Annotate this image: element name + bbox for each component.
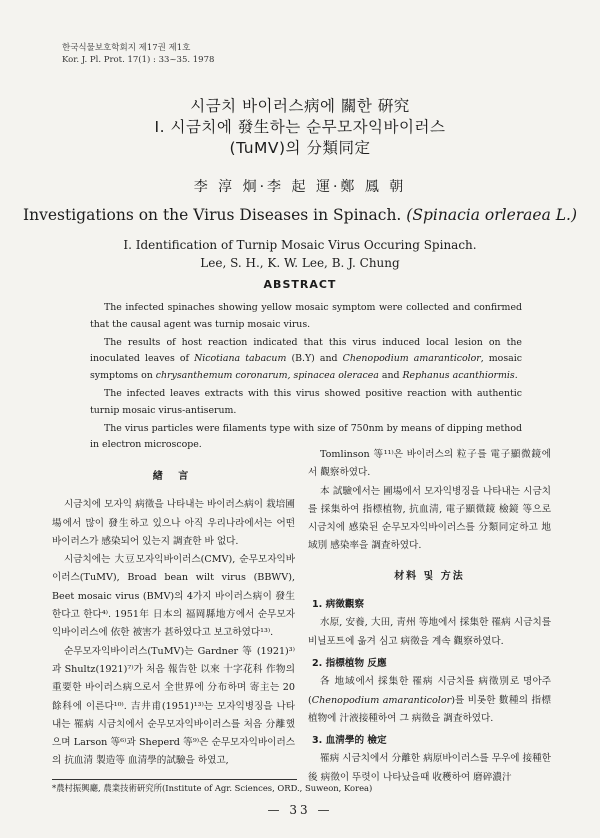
intro-paragraph-3: 순무모자익바이러스(TuMV)는 Gardner 等 (1921)³⁾과 Shultz(1921)⁷⁾가 처음 報告한 以來 十字花科 作物의 重要한 바이러스病으로서 全世界에 分布하며 寄主는 20餘科에 이른다¹⁰⁾. 吉井甫(1951)¹³⁾는 모자익병징을 나타내는 罹病 시금치에서 순무모자익바이러스를 처음 分離했으며 Larson 等⁶⁾과 Sheperd 等⁹⁾은 순무모자익바이러스의 抗血清 製造等 血清學的試驗을 하였고, [52,645,295,767]
english-subtitle: I. Identification of Turnip Mosaic Virus Occuring Spinach. [123,238,477,252]
species-name: Chenopodium amaranticolor [342,353,481,365]
section-3-title: 3. 血淸學的 檢定 [312,735,387,747]
abstract-text: , mosaic symptoms on [90,353,522,382]
title-line-3: (TuMV)의 分類同定 [229,139,371,157]
abstract-body [90,300,522,455]
abstract-text: (B.Y) and [286,353,343,365]
abstract-heading: ABSTRACT [263,278,337,291]
abstract-paragraph-1: The infected spinaches showing yellow mosaic symptom were collected and confirmed that the causal agent was turnip mosaic virus. [90,302,522,330]
english-title [0,206,600,224]
journal-name-korean: 한국식물보호학회지 제17권 제1호 [62,43,191,53]
abstract-paragraph-2 [90,335,522,385]
right-paragraph-2: 本 試驗에서는 圃場에서 모자익병징을 나타내는 시금치를 採集하여 指標植物, 抗血淸, 電子顯微鏡 檢鏡 等으로 시금치에 感染된 순무모자익바이러스를 分類同定하고 地域別 感染率을 調査하였다. [308,485,551,552]
authors-korean: 李 淳 炯·李 起 運·鄭 鳳 朝 [193,179,407,195]
journal-header [62,42,214,66]
section-2-title: 2. 指標植物 反應 [312,657,387,669]
korean-title [0,96,600,159]
abstract-text: and [378,370,403,382]
abstract-text: The results of host reaction indicated that this virus induced local lesion on the inoculated leaves of [90,336,522,365]
abstract-paragraph-4: The virus particles were filaments type with size of 750nm by means of dipping method in electron microscope. [90,422,522,451]
page-number: — 33 — [267,803,333,817]
title-line-2: I. 시금치에 發生하는 순무모자익바이러스 [154,118,446,136]
intro-paragraph-2: 시금치에는 大豆모자익바이러스(CMV), 순무모자익바이러스(TuMV), Broad bean wilt virus (BBWV), Beet mosaic virus (BMV)의 4가지 바이러스病이 發生한다고 한다⁴⁾. 1951年 日本의 福岡縣地方에서 순무모자익바이러스에 依한 被害가 甚하였다고 보고하였다¹³⁾. [52,554,295,639]
footnote-rule [52,779,297,780]
species-name: Nicotiana tabacum [194,353,287,365]
abstract-paragraph-3: The infected leaves extracts with this virus showed positive reaction with authentic turnip mosaic virus-antiserum. [90,387,522,416]
english-title-main: Investigations on the Virus Diseases in Spinach. [22,206,402,224]
affiliation-footnote: *農村振興廳, 農業技術硏究所(Institute of Agr. Sciences, ORD., Suweon, Korea) [52,783,373,793]
introduction-heading: 緖 言 [152,471,195,482]
section-1-title: 1. 病徵觀察 [312,599,365,611]
section-1-text: 水原, 安養, 大田, 靑州 等地에서 採集한 罹病 시금치를 비닐포트에 옮겨 심고 病徵을 계속 觀察하였다. [308,617,551,647]
left-column [52,464,295,771]
species-name: chrysanthemum coronarum, spinacea oleracea [155,370,379,382]
section-2-text-a: 各 地域에서 採集한 罹病 시금치를 病徵別로 명아주( [308,676,551,706]
species-name: Chenopodium amaranticolor [311,694,452,706]
section-2-text [308,673,551,728]
title-line-1: 시금치 바이러스病에 關한 硏究 [190,97,410,115]
english-subtitle-block [0,236,600,272]
right-column [308,446,551,787]
authors-english: Lee, S. H., K. W. Lee, B. J. Chung [200,256,400,270]
section-3-text: 罹病 시금치에서 分離한 病原바이러스를 무우에 接種한後 病徵이 뚜렷이 나타났을때 收穫하여 磨碎濃汁 [308,753,552,783]
methods-heading: 材料 및 方法 [394,570,465,582]
english-title-species: (Spinacia orleraea L.) [406,206,578,224]
abstract-text: . [514,370,518,382]
section-2-text-b: )를 비롯한 數種의 指標植物에 汁液接種하여 그 病徵을 調査하였다. [308,694,551,724]
journal-citation: Kor. J. Pl. Prot. 17(1) : 33~35. 1978 [62,55,215,65]
right-paragraph-1: Tomlinson 等¹¹⁾은 바이러스의 粒子를 電子顯微鏡에서 觀察하였다. [308,449,551,479]
species-name: Rephanus acanthiormis [402,370,515,382]
intro-paragraph-1: 시금치에 모자익 病徵을 나타내는 바이러스病이 栽培圃場에서 많이 發生하고 있으나 아직 우리나라에서는 어떤 바이러스가 感染되어 있는지 調査한 바 없다. [52,499,295,547]
